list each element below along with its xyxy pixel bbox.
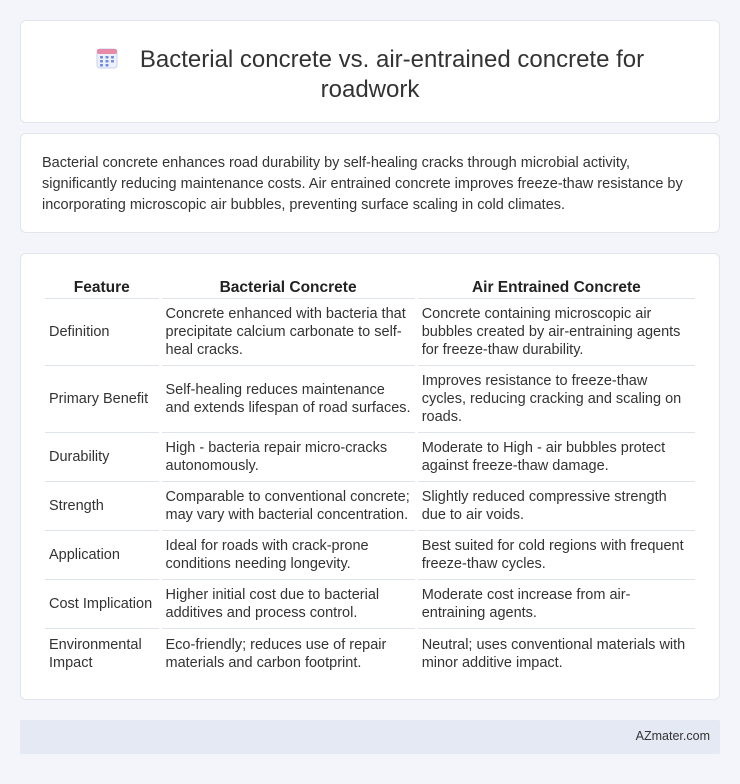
header-feature: Feature (45, 274, 159, 299)
bacterial-cell: Ideal for roads with crack-prone conditions needing longevity. (162, 531, 415, 580)
page-title: Bacterial concrete vs. air-entrained concrete for roadwork (139, 46, 645, 103)
bacterial-cell: High - bacteria repair micro-cracks autonomously. (162, 433, 415, 482)
bacterial-cell: Self-healing reduces maintenance and extends lifespan of road surfaces. (162, 366, 415, 433)
feature-cell: Environmental Impact (49, 636, 142, 671)
feature-cell: Strength (45, 482, 159, 531)
air-entrained-cell: Neutral; uses conventional materials with minor additive impact. (421, 636, 686, 671)
feature-cell: Durability (45, 433, 159, 482)
air-entrained-cell: Best suited for cold regions with frequent freeze-thaw cycles. (418, 531, 695, 580)
feature-cell: Primary Benefit (45, 366, 159, 433)
table-row (45, 531, 695, 580)
summary-card (20, 133, 720, 233)
air-entrained-cell: Concrete containing microscopic air bubbles created by air-entraining agents for freeze-thaw durability. (418, 299, 695, 366)
feature-cell: Definition (45, 299, 159, 366)
summary-text: Bacterial concrete enhances road durability by self-healing cracks through microbial activity, significantly reducing maintenance costs. Air entrained concrete improves freeze-thaw resistance by incorporating microscopic air bubbles, preventing surface scaling in cold climates. (42, 155, 683, 213)
title-card (20, 20, 720, 123)
bacterial-cell: Concrete enhanced with bacteria that precipitate calcium carbonate to self-heal cracks. (162, 299, 415, 366)
bacterial-cell: Comparable to conventional concrete; may vary with bacterial concentration. (162, 482, 415, 531)
header-bacterial: Bacterial Concrete (162, 274, 415, 299)
comparison-table (42, 274, 698, 678)
table-row (45, 366, 695, 433)
calendar-icon (96, 47, 118, 69)
header-air-entrained: Air Entrained Concrete (418, 274, 695, 299)
bacterial-cell: Higher initial cost due to bacterial additives and process control. (162, 580, 415, 629)
footer-brand: AZmater.com (635, 729, 710, 743)
feature-cell: Application (45, 531, 159, 580)
feature-cell: Cost Implication (45, 580, 159, 629)
air-entrained-cell: Slightly reduced compressive strength due to air voids. (418, 482, 695, 531)
footer (20, 720, 720, 754)
table-header-row (45, 274, 695, 299)
page-title-block (21, 45, 719, 105)
air-entrained-cell: Moderate to High - air bubbles protect against freeze-thaw damage. (418, 433, 695, 482)
comparison-card (20, 253, 720, 700)
air-entrained-cell: Moderate cost increase from air-entraining agents. (418, 580, 695, 629)
table-row (45, 433, 695, 482)
air-entrained-cell: Improves resistance to freeze-thaw cycles, reducing cracking and scaling on roads. (418, 366, 695, 433)
table-row (45, 482, 695, 531)
table-row (45, 299, 695, 366)
table-row (45, 629, 695, 678)
bacterial-cell: Eco-friendly; reduces use of repair materials and carbon footprint. (165, 636, 387, 671)
table-row (45, 580, 695, 629)
